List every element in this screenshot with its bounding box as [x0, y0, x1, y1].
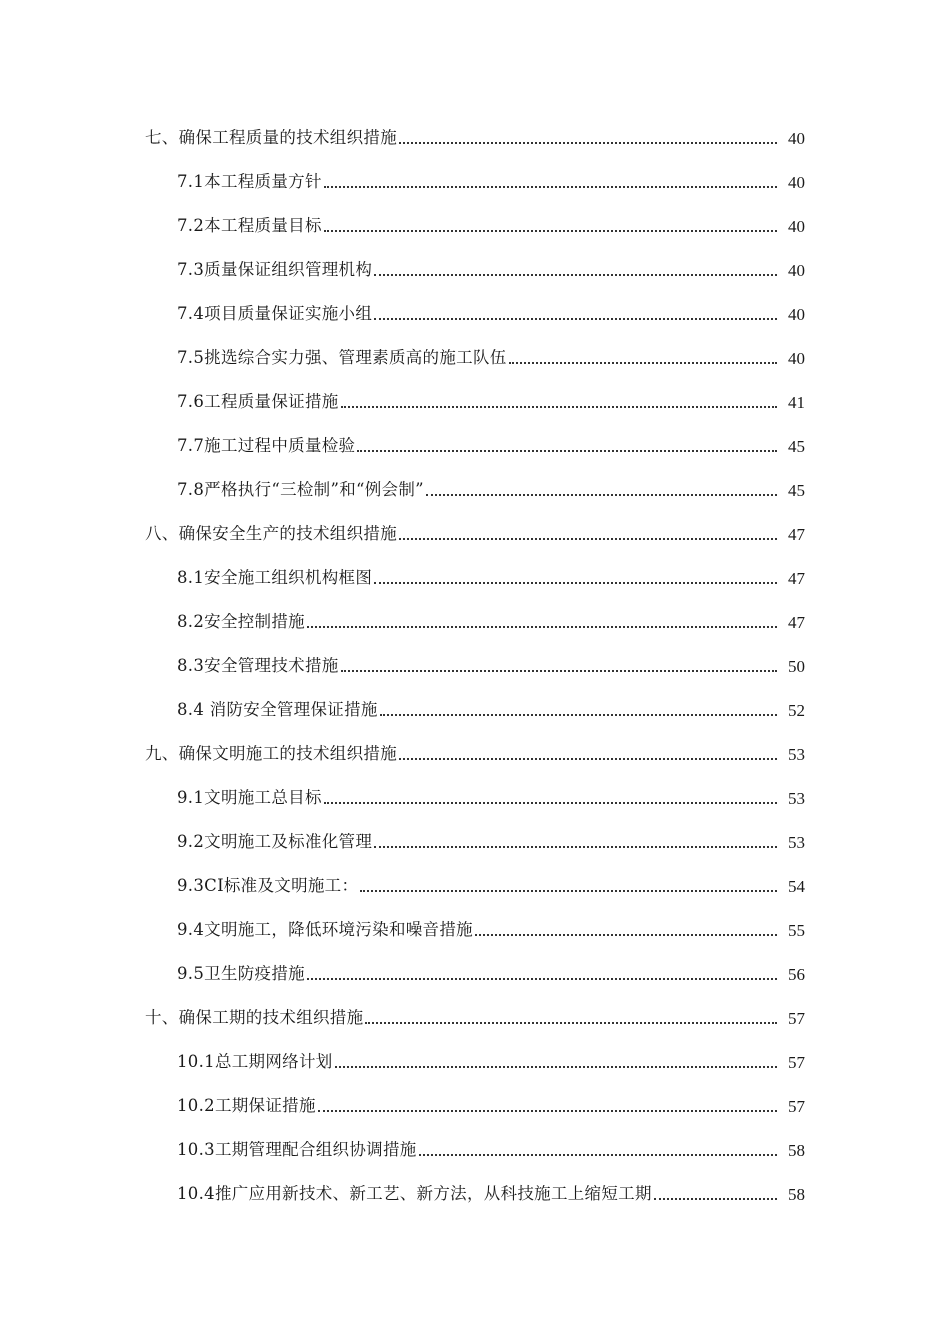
dot-leader: [357, 449, 777, 452]
dot-leader: [380, 713, 777, 716]
toc-entry[interactable]: [0, 556, 950, 600]
toc-entry-title: 9.4文明施工，降低环境污染和噪音措施: [177, 919, 473, 939]
dot-leader: [509, 361, 777, 364]
toc-entry[interactable]: [0, 1084, 950, 1128]
toc-entry-title: 9.2文明施工及标准化管理: [177, 831, 373, 851]
toc-entry-title: 10.3工期管理配合组织协调措施: [177, 1139, 417, 1159]
toc-page-number: 55: [788, 920, 805, 940]
dot-leader: [374, 845, 777, 848]
toc-page-number: 53: [788, 744, 805, 764]
toc-entry[interactable]: [0, 292, 950, 336]
toc-entry[interactable]: [0, 468, 950, 512]
toc-entry-title: 七、确保工程质量的技术组织措施: [145, 127, 397, 147]
dot-leader: [341, 669, 777, 672]
toc-page-number: 58: [788, 1140, 805, 1160]
dot-leader: [374, 317, 777, 320]
toc-page-number: 57: [788, 1008, 805, 1028]
dot-leader: [341, 405, 777, 408]
toc-entry-title: 9.1文明施工总目标: [177, 787, 322, 807]
dot-leader: [419, 1153, 777, 1156]
toc-page-number: 40: [788, 128, 805, 148]
toc-page-number: 40: [788, 216, 805, 236]
dot-leader: [374, 273, 777, 276]
toc-entry-title: 十、确保工期的技术组织措施: [145, 1007, 364, 1027]
dot-leader: [324, 801, 777, 804]
toc-entry-title: 7.4项目质量保证实施小组: [177, 303, 373, 323]
toc-entry[interactable]: [0, 1172, 950, 1216]
toc-page-number: 47: [788, 524, 805, 544]
toc-entry-title: 7.3质量保证组织管理机构: [177, 259, 373, 279]
toc-page-number: 54: [788, 876, 805, 896]
toc-page-number: 57: [788, 1052, 805, 1072]
toc-page-number: 41: [788, 392, 805, 412]
dot-leader: [318, 1109, 777, 1112]
toc-entry-title: 10.4推广应用新技术、新工艺、新方法，从科技施工上缩短工期: [177, 1183, 652, 1203]
toc-entry-title: 9.5卫生防疫措施: [177, 963, 305, 983]
toc-entry-title: 7.8严格执行“三检制”和“例会制”: [177, 479, 424, 499]
dot-leader: [374, 581, 777, 584]
toc-entry[interactable]: [0, 1128, 950, 1172]
dot-leader: [307, 977, 777, 980]
dot-leader: [399, 537, 777, 540]
toc-page-number: 40: [788, 304, 805, 324]
toc-entry[interactable]: [0, 864, 950, 908]
toc-page-number: 56: [788, 964, 805, 984]
dot-leader: [335, 1065, 777, 1068]
toc-entry-title: 7.1本工程质量方针: [177, 171, 322, 191]
toc-entry[interactable]: [0, 160, 950, 204]
toc-page-number: 40: [788, 172, 805, 192]
toc-page-number: 40: [788, 260, 805, 280]
toc-entry[interactable]: [0, 204, 950, 248]
toc-entry[interactable]: [0, 952, 950, 996]
toc-entry[interactable]: [0, 116, 950, 160]
toc-entry[interactable]: [0, 820, 950, 864]
toc-entry[interactable]: [0, 732, 950, 776]
toc-entry[interactable]: [0, 688, 950, 732]
toc-page-number: 40: [788, 348, 805, 368]
toc-page-number: 47: [788, 612, 805, 632]
toc-entry[interactable]: [0, 600, 950, 644]
toc-entry-title: 7.5挑选综合实力强、管理素质高的施工队伍: [177, 347, 507, 367]
toc-entry[interactable]: [0, 336, 950, 380]
toc-page-number: 58: [788, 1184, 805, 1204]
toc-entry-title: 8.1安全施工组织机构框图: [177, 567, 373, 587]
toc-entry[interactable]: [0, 1040, 950, 1084]
toc-entry-title: 10.2工期保证措施: [177, 1095, 316, 1115]
dot-leader: [365, 1021, 777, 1024]
dot-leader: [360, 889, 777, 892]
toc-entry[interactable]: [0, 380, 950, 424]
dot-leader: [307, 625, 777, 628]
toc-page-number: 53: [788, 788, 805, 808]
toc-entry-title: 7.2本工程质量目标: [177, 215, 322, 235]
toc-page-number: 45: [788, 436, 805, 456]
toc-entry-title: 10.1总工期网络计划: [177, 1051, 333, 1071]
toc-entry[interactable]: [0, 424, 950, 468]
dot-leader: [654, 1197, 777, 1200]
dot-leader: [324, 185, 777, 188]
toc-entry-title: 8.3安全管理技术措施: [177, 655, 339, 675]
table-of-contents: [0, 116, 950, 1216]
toc-page-number: 47: [788, 568, 805, 588]
dot-leader: [324, 229, 777, 232]
dot-leader: [475, 933, 777, 936]
toc-page-number: 53: [788, 832, 805, 852]
toc-entry-title: 8.2安全控制措施: [177, 611, 305, 631]
toc-entry-title: 7.7施工过程中质量检验: [177, 435, 356, 455]
dot-leader: [399, 141, 777, 144]
toc-entry[interactable]: [0, 776, 950, 820]
toc-entry[interactable]: [0, 512, 950, 556]
toc-entry-title: 8.4 消防安全管理保证措施: [177, 699, 378, 719]
toc-entry-title: 九、确保文明施工的技术组织措施: [145, 743, 397, 763]
toc-entry[interactable]: [0, 248, 950, 292]
toc-page-number: 50: [788, 656, 805, 676]
toc-entry[interactable]: [0, 996, 950, 1040]
toc-page-number: 57: [788, 1096, 805, 1116]
toc-page-number: 52: [788, 700, 805, 720]
toc-entry[interactable]: [0, 908, 950, 952]
toc-entry-title: 9.3CI标准及文明施工：: [177, 875, 359, 895]
dot-leader: [399, 757, 777, 760]
toc-entry-title: 7.6工程质量保证措施: [177, 391, 339, 411]
toc-page-number: 45: [788, 480, 805, 500]
toc-entry-title: 八、确保安全生产的技术组织措施: [145, 523, 397, 543]
dot-leader: [426, 493, 777, 496]
toc-entry[interactable]: [0, 644, 950, 688]
